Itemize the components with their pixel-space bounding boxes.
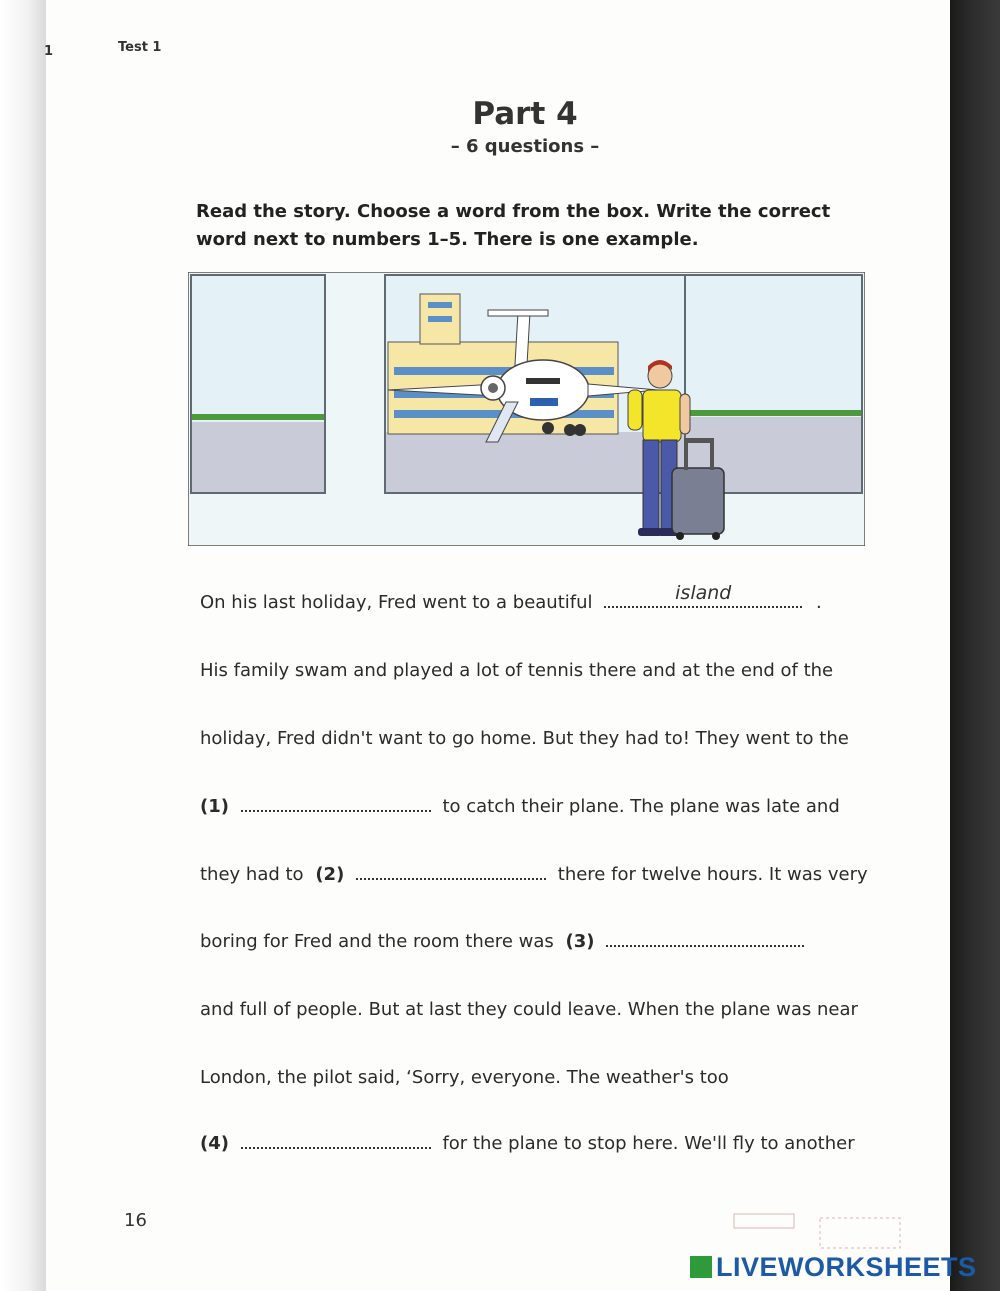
- story-line-9: [200, 1133, 855, 1154]
- answer-blank-2[interactable]: [356, 864, 546, 880]
- liveworksheets-logo[interactable]: [690, 1252, 977, 1283]
- answer-blank-3[interactable]: [606, 931, 804, 947]
- story-line-7: and full of people. But at last they could leave. When the plane was near: [200, 999, 858, 1020]
- story-text: .: [815, 592, 822, 613]
- answer-blank-4[interactable]: [241, 1133, 431, 1149]
- instructions: Read the story. Choose a word from the box. Write the correct word next to numbers 1–5. There is one example.: [196, 201, 831, 250]
- story-text: boring for Fred and the room there was: [200, 931, 554, 952]
- story-line-6: [200, 931, 804, 952]
- airport-illustration: [188, 272, 865, 546]
- scan-left-margin: [0, 0, 46, 1291]
- question-number-1: (1): [200, 796, 229, 817]
- example-answer-blank: [604, 582, 802, 608]
- story-text: to catch their plane. The plane was late and: [442, 796, 840, 817]
- question-number-3: (3): [565, 931, 595, 952]
- question-number-2: (2): [315, 864, 345, 885]
- story-line-1: [200, 582, 822, 613]
- story-line-8: London, the pilot said, ‘Sorry, everyone. The weather's too: [200, 1067, 729, 1088]
- faded-stamp: [730, 1210, 910, 1254]
- story-line-3: holiday, Fred didn't want to go home. But they had to! They went to the: [200, 728, 849, 749]
- brand-name: LIVEWORKSHEETS: [716, 1252, 977, 1282]
- page-subtitle: – 6 questions –: [450, 136, 600, 157]
- story-line-4: [200, 796, 840, 817]
- page-number: 16: [124, 1210, 147, 1231]
- brand-icon: [690, 1256, 712, 1278]
- story-line-5: [200, 864, 868, 885]
- story-text: there for twelve hours. It was very: [557, 864, 868, 885]
- test-label: Test 1: [118, 40, 162, 55]
- story-text: On his last holiday, Fred went to a beautiful: [200, 592, 593, 613]
- scan-right-edge: [950, 0, 1000, 1291]
- page-title: Part 4: [472, 96, 578, 132]
- edge-mark: 1: [44, 44, 54, 59]
- question-number-4: (4): [200, 1133, 229, 1154]
- worksheet-page: [46, 0, 950, 1291]
- answer-blank-1[interactable]: [241, 796, 431, 812]
- story-text: they had to: [200, 864, 304, 885]
- example-answer: island: [675, 582, 732, 604]
- story-text: for the plane to stop here. We'll fly to another: [442, 1133, 855, 1154]
- story-line-2: His family swam and played a lot of tennis there and at the end of the: [200, 660, 834, 681]
